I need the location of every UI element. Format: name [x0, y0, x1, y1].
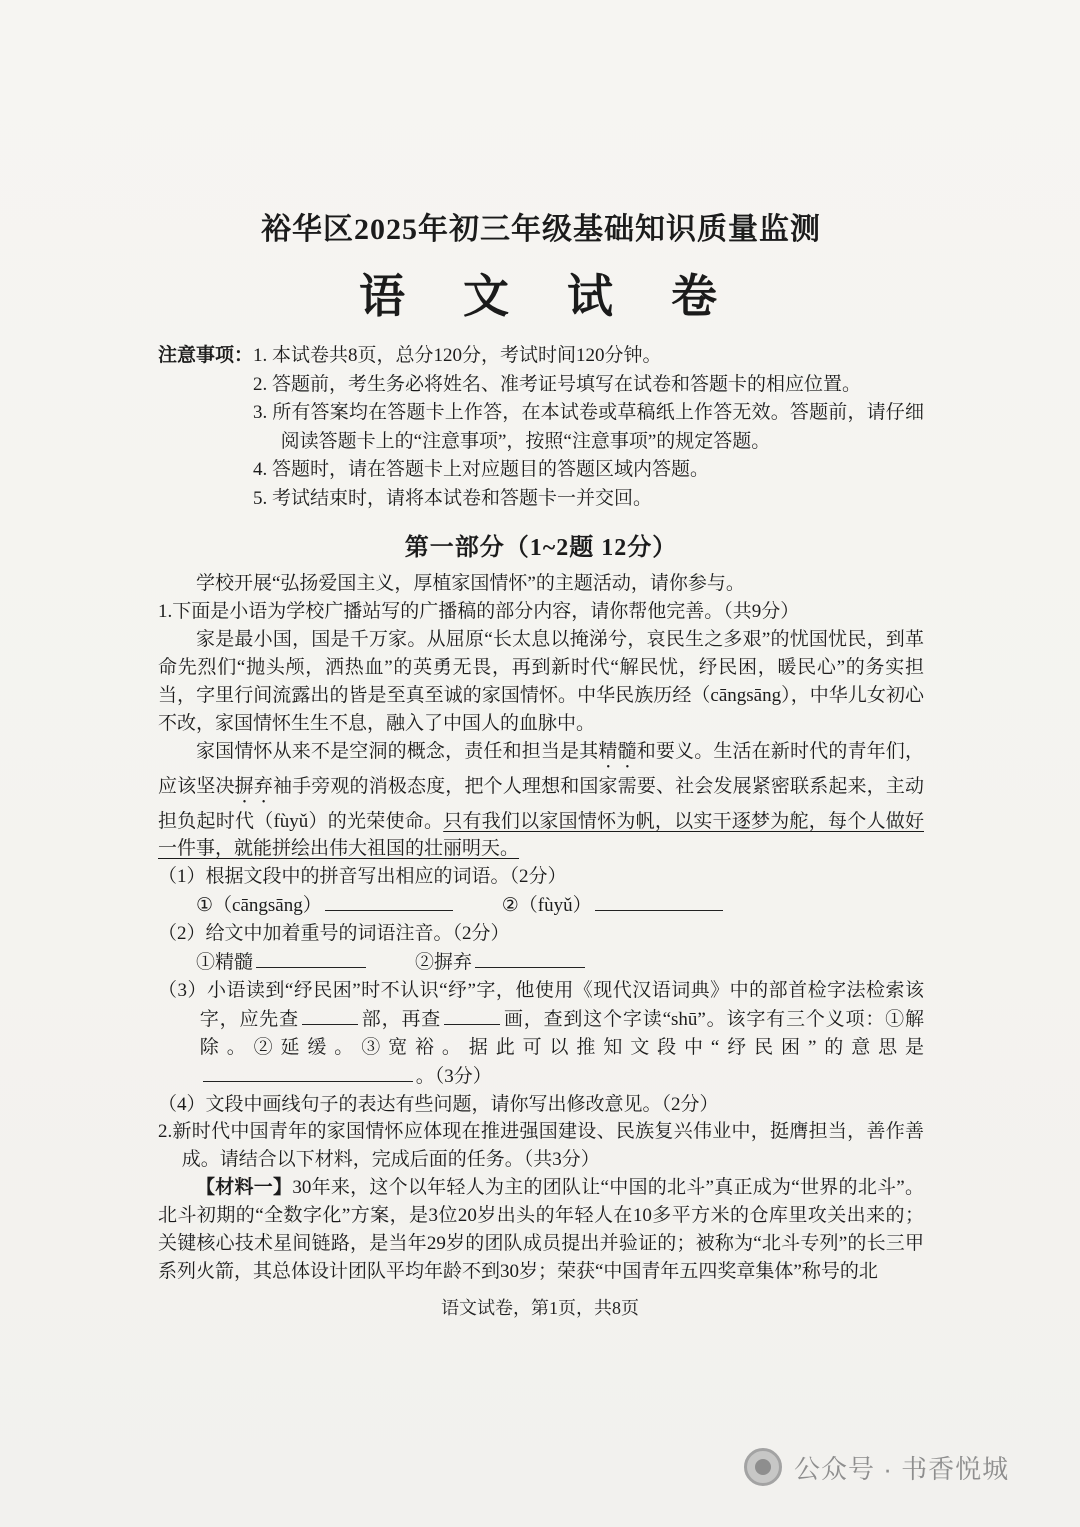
emphasized-word-bingqi: 摒弃 [234, 775, 273, 797]
exam-subtitle: 语 文 试 卷 [359, 271, 723, 322]
passage-paragraph-1: 家是最小国，国是千万家。从屈原“长太息以掩涕兮，哀民生之多艰”的忧国忧民，到革命先烈们“抛头颅，洒热血”的英勇无畏，再到新时代“解民忧，纾民困，暖民心”的务实担当，字里行间流露出的皆是至真至诚的家国情怀。中华民族历经（cāngsāng），中华儿女初心不改，家国情怀生生不息，融入了中国人的血脉中。 [158, 628, 924, 734]
sub-question-4: （4）文段中画线句子的表达有些问题，请你写出修改意见。（2分） [158, 1093, 719, 1115]
material-1-paragraph [158, 1174, 924, 1286]
sub-question-3-text: 。（3分） [415, 1065, 492, 1087]
notice-item: 3. 所有答案均在答题卡上作答，在本试卷或草稿纸上作答无效。答题前，请仔细阅读答题卡上的“注意事项”，按照“注意事项”的规定答题。 [253, 402, 924, 452]
question-1-stem: 1.下面是小语为学校广播站写的广播稿的部分内容，请你帮他完善。（共9分） [158, 600, 800, 622]
notice-item: 1. 本试卷共8页，总分120分，考试时间120分钟。 [253, 345, 662, 366]
exam-content [158, 204, 924, 1286]
answer-blank [203, 1062, 413, 1082]
sub-question-2-answers [158, 948, 924, 977]
sub-question-2: （2）给文中加着重号的词语注音。（2分） [158, 923, 510, 945]
watermark-text: 公众号 · 书香悦城 [794, 1453, 1010, 1484]
sub-question-3-text: 部，再查 [360, 1008, 442, 1030]
notice-item: 5. 考试结束时，请将本试卷和答题卡一并交回。 [253, 487, 653, 509]
passage-text: 和要义。生活在新时代的青年们，应该坚决 [158, 740, 924, 797]
page-footer: 语文试卷，第1页，共8页 [441, 1298, 639, 1318]
notice-label: 注意事项： [158, 345, 254, 366]
answer-blank [595, 891, 723, 911]
notice-section [158, 342, 924, 513]
answer-blank [475, 948, 585, 968]
sub-question-3 [158, 977, 924, 1091]
section-heading: 第一部分（1~2题 12分） [404, 535, 678, 561]
answer-blank [302, 1005, 358, 1025]
answer-blank [256, 948, 366, 968]
answer-label: ②摒弃 [415, 952, 473, 974]
notice-item: 4. 答题时，请在答题卡上对应题目的答题区域内答题。 [253, 459, 710, 480]
notice-item: 2. 答题前，考生务必将姓名、准考证号填写在试卷和答题卡的相应位置。 [253, 373, 862, 395]
watermark-logo-icon [744, 1448, 782, 1486]
notice-list [253, 342, 924, 513]
material-1-text: 30年来，这个以年轻人为主的团队让“中国的北斗”真正成为“世界的北斗”。北斗初期的“全数字化”方案，是3位20岁出头的年轻人在10多平方米的仓库里攻关出来的；关键核心技术星间链路，是当年29岁的团队成员提出并验证的；被称为“北斗专列”的长三甲系列火箭，其总体设计团队平均年龄不到30岁；荣获“中国青年五四奖章集体”称号的北 [158, 1177, 924, 1283]
passage-text: 袖手旁观的消极态度，把个人理想和国家需要、社会发展紧密联系起来，主动担负起时代（fùyǔ）的光荣使命。 [158, 775, 924, 832]
answer-blank [444, 1005, 500, 1025]
emphasized-word-jingsui: 精髓 [598, 740, 637, 762]
underlined-sentence: 只有我们以家国情怀为帆，以实干逐梦为舵，每个人做好一件事，就能拼绘出伟大祖国的壮丽明天。 [158, 810, 924, 860]
passage-paragraph-2 [158, 738, 924, 864]
intro-paragraph: 学校开展“弘扬爱国主义，厚植家国情怀”的主题活动，请你参与。 [196, 573, 745, 594]
answer-blank [325, 891, 453, 911]
question-2-stem: 2.新时代中国青年的家国情怀应体现在推进强国建设、民族复兴伟业中，挺膺担当，善作善成。请结合以下材料，完成后面的任务。（共3分） [158, 1121, 924, 1171]
sub-question-1: （1）根据文段中的拼音写出相应的词语。（2分） [158, 866, 567, 888]
answer-label: ①（cāngsāng） [196, 895, 322, 917]
answer-label: ②（fùyǔ） [501, 895, 592, 917]
passage-text: 家国情怀从来不是空洞的概念，责任和担当是其 [196, 740, 599, 762]
material-1-label: 【材料一】 [196, 1177, 293, 1199]
sub-question-3-text: （3）小语读到“纾民困”时不认识“纾”字，他使用《现代汉语词典》中的部首检字法检索该字，应先查 [158, 979, 924, 1030]
watermark [744, 1448, 1009, 1486]
answer-label: ①精髓 [196, 952, 254, 974]
exam-title: 裕华区2025年初三年级基础知识质量监测 [261, 213, 821, 246]
sub-question-1-answers [158, 891, 924, 920]
sub-question-3-text: 画，查到这个字读“shū”。该字有三个义项：①解除。②延缓。③宽裕。据此可以推知文段中“纾民困”的意思是 [199, 1008, 924, 1058]
